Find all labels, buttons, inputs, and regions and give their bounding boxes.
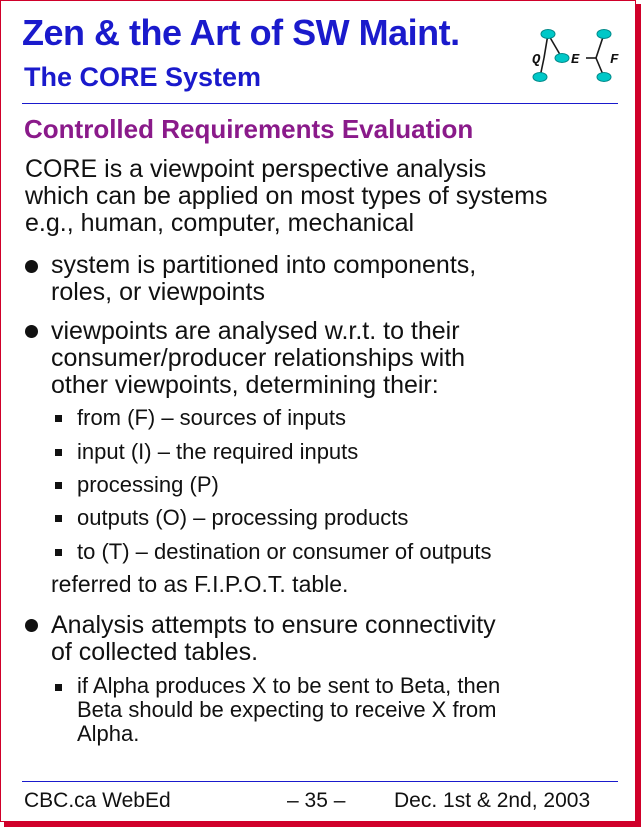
sub-bullet-icon [55,482,62,489]
sub-bullet-icon [55,549,62,556]
slide-subtitle: The CORE System [24,62,262,92]
sub-bullet-icon [55,515,62,522]
logo-letter-f: F [610,52,619,68]
fipot-item-outputs: outputs (O) – processing products [77,505,409,530]
fipot-item-from: from (F) – sources of inputs [77,405,346,430]
qef-logo-icon [526,26,622,86]
bullet-analysis: Analysis attempts to ensure connectivity of collected tables. [51,611,496,666]
connectivity-item: if Alpha produces X to be sent to Beta, then Beta should be expecting to receive X from Alpha. [77,673,501,746]
header-divider [22,103,618,104]
frame-shadow-right [636,4,641,826]
sub-bullet-icon [55,684,62,691]
footer-left: CBC.ca WebEd [24,789,171,812]
intro-paragraph: CORE is a viewpoint perspective analysis which can be applied on most types of systems e.g., human, computer, mechanical [25,155,548,237]
sub-bullet-icon [55,415,62,422]
slide-title: Zen & the Art of SW Maint. [22,12,460,53]
footer-page-number: – 35 – [287,789,346,812]
bullet-viewpoints: viewpoints are analysed w.r.t. to their consumer/producer relationships with other viewpoints, determining their: [51,317,466,399]
section-heading: Controlled Requirements Evaluation [24,114,474,144]
bullet-dot-icon [25,619,38,632]
fipot-note: referred to as F.I.P.O.T. table. [51,571,349,597]
fipot-item-to: to (T) – destination or consumer of outputs [77,539,492,564]
footer-divider [22,781,618,782]
bullet-partitioned: system is partitioned into components, roles, or viewpoints [51,251,477,306]
bullet-dot-icon [25,260,38,273]
fipot-item-processing: processing (P) [77,472,219,497]
logo-letter-q: Q [532,52,541,68]
footer-date: Dec. 1st & 2nd, 2003 [394,789,591,812]
logo-letter-e: E [571,52,580,68]
sub-bullet-icon [55,449,62,456]
frame-shadow-bottom [4,822,641,827]
bullet-dot-icon [25,325,38,338]
fipot-item-input: input (I) – the required inputs [77,439,359,464]
